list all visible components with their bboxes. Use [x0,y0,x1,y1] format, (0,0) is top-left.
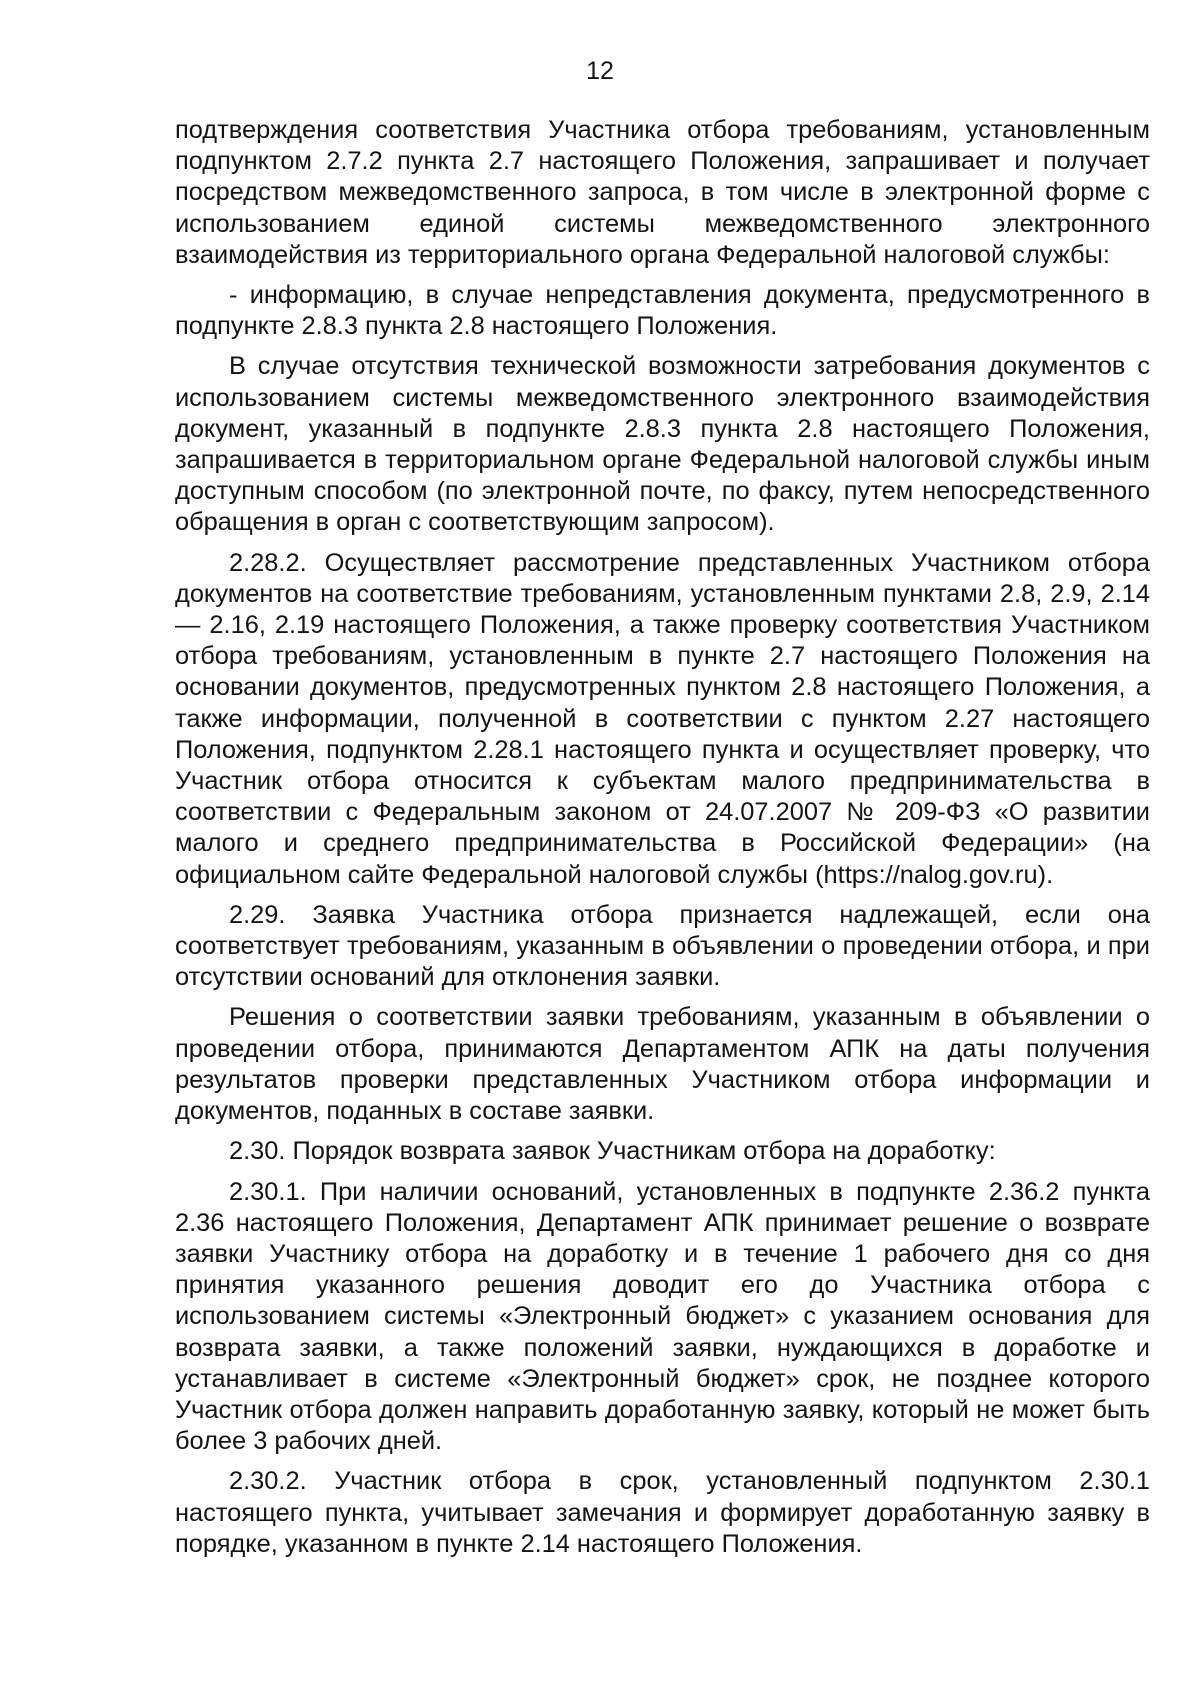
paragraph-9: 2.30.2. Участник отбора в срок, установленный подпунктом 2.30.1 настоящего пункта, учитывает замечания и формирует доработанную заявку в порядке, указанном в пункте 2.14 настоящего Положения. [175,1467,1150,1558]
page-number: 12 [586,57,614,85]
paragraph-3: В случае отсутствия технической возможности затребования документов с использованием системы межведомственного электронного взаимодействия документ, указанный в подпункте 2.8.3 пункта 2.8 настоящего Положения, запрашивается в территориальном органе Федеральной налоговой службы иным доступным способом (по электронной почте, по факсу, путем непосредственного обращения в орган с соответствующим запросом). [175,352,1150,537]
paragraph-6: Решения о соответствии заявки требованиям, указанным в объявлении о проведении отбора, принимаются Департаментом АПК на даты получения результатов проверки представленных Участником отбора информации и документов, поданных в составе заявки. [175,1003,1150,1126]
paragraph-1: подтверждения соответствия Участника отбора требованиям, установленным подпунктом 2.7.2 пункта 2.7 настоящего Положения, запрашивает и получает посредством межведомственного запроса, в том числе в электронной форме с использованием единой системы межведомственного электронного взаимодействия из территориального органа Федеральной налоговой службы: [175,116,1150,269]
paragraph-8: 2.30.1. При наличии оснований, установленных в подпункте 2.36.2 пункта 2.36 настоящего Положения, Департамент АПК принимает решение о возврате заявки Участнику отбора на доработку и в течение 1 рабочего дня со дня принятия указанного решения доводит его до Участника отбора с использованием системы «Электронный бюджет» с указанием основания для возврата заявки, а также положений заявки, нуждающихся в доработке и устанавливает в системе «Электронный бюджет» срок, не позднее которого Участник отбора должен направить доработанную заявку, который не может быть более 3 рабочих дней. [175,1177,1150,1456]
paragraph-5: 2.29. Заявка Участника отбора признается надлежащей, если она соответствует требованиям, указанным в объявлении о проведении отбора, и при отсутствии оснований для отклонения заявки. [175,900,1150,992]
document-body [175,115,1150,1569]
paragraph-4: 2.28.2. Осуществляет рассмотрение представленных Участником отбора документов на соответствие требованиям, установленным пунктами 2.8, 2.9, 2.14 — 2.16, 2.19 настоящего Положения, а также проверку соответствия Участником отбора требованиям, установленным в пункте 2.7 настоящего Положения на основании документов, предусмотренных пунктом 2.8 настоящего Положения, а также информации, полученной в соответствии с пунктом 2.27 настоящего Положения, подпунктом 2.28.1 настоящего пункта и осуществляет проверку, что Участник отбора относится к субъектам малого предпринимательства в соответствии с Федеральным законом от 24.07.2007 № 209-ФЗ «О развитии малого и среднего предпринимательства в Российской Федерации» (на официальном сайте Федеральной налоговой службы (https://nalog.gov.ru). [175,548,1150,889]
paragraph-7: 2.30. Порядок возврата заявок Участникам отбора на доработку: [229,1137,996,1166]
paragraph-2: - информацию, в случае непредставления документа, предусмотренного в подпункте 2.8.3 пункта 2.8 настоящего Положения. [175,281,1150,341]
